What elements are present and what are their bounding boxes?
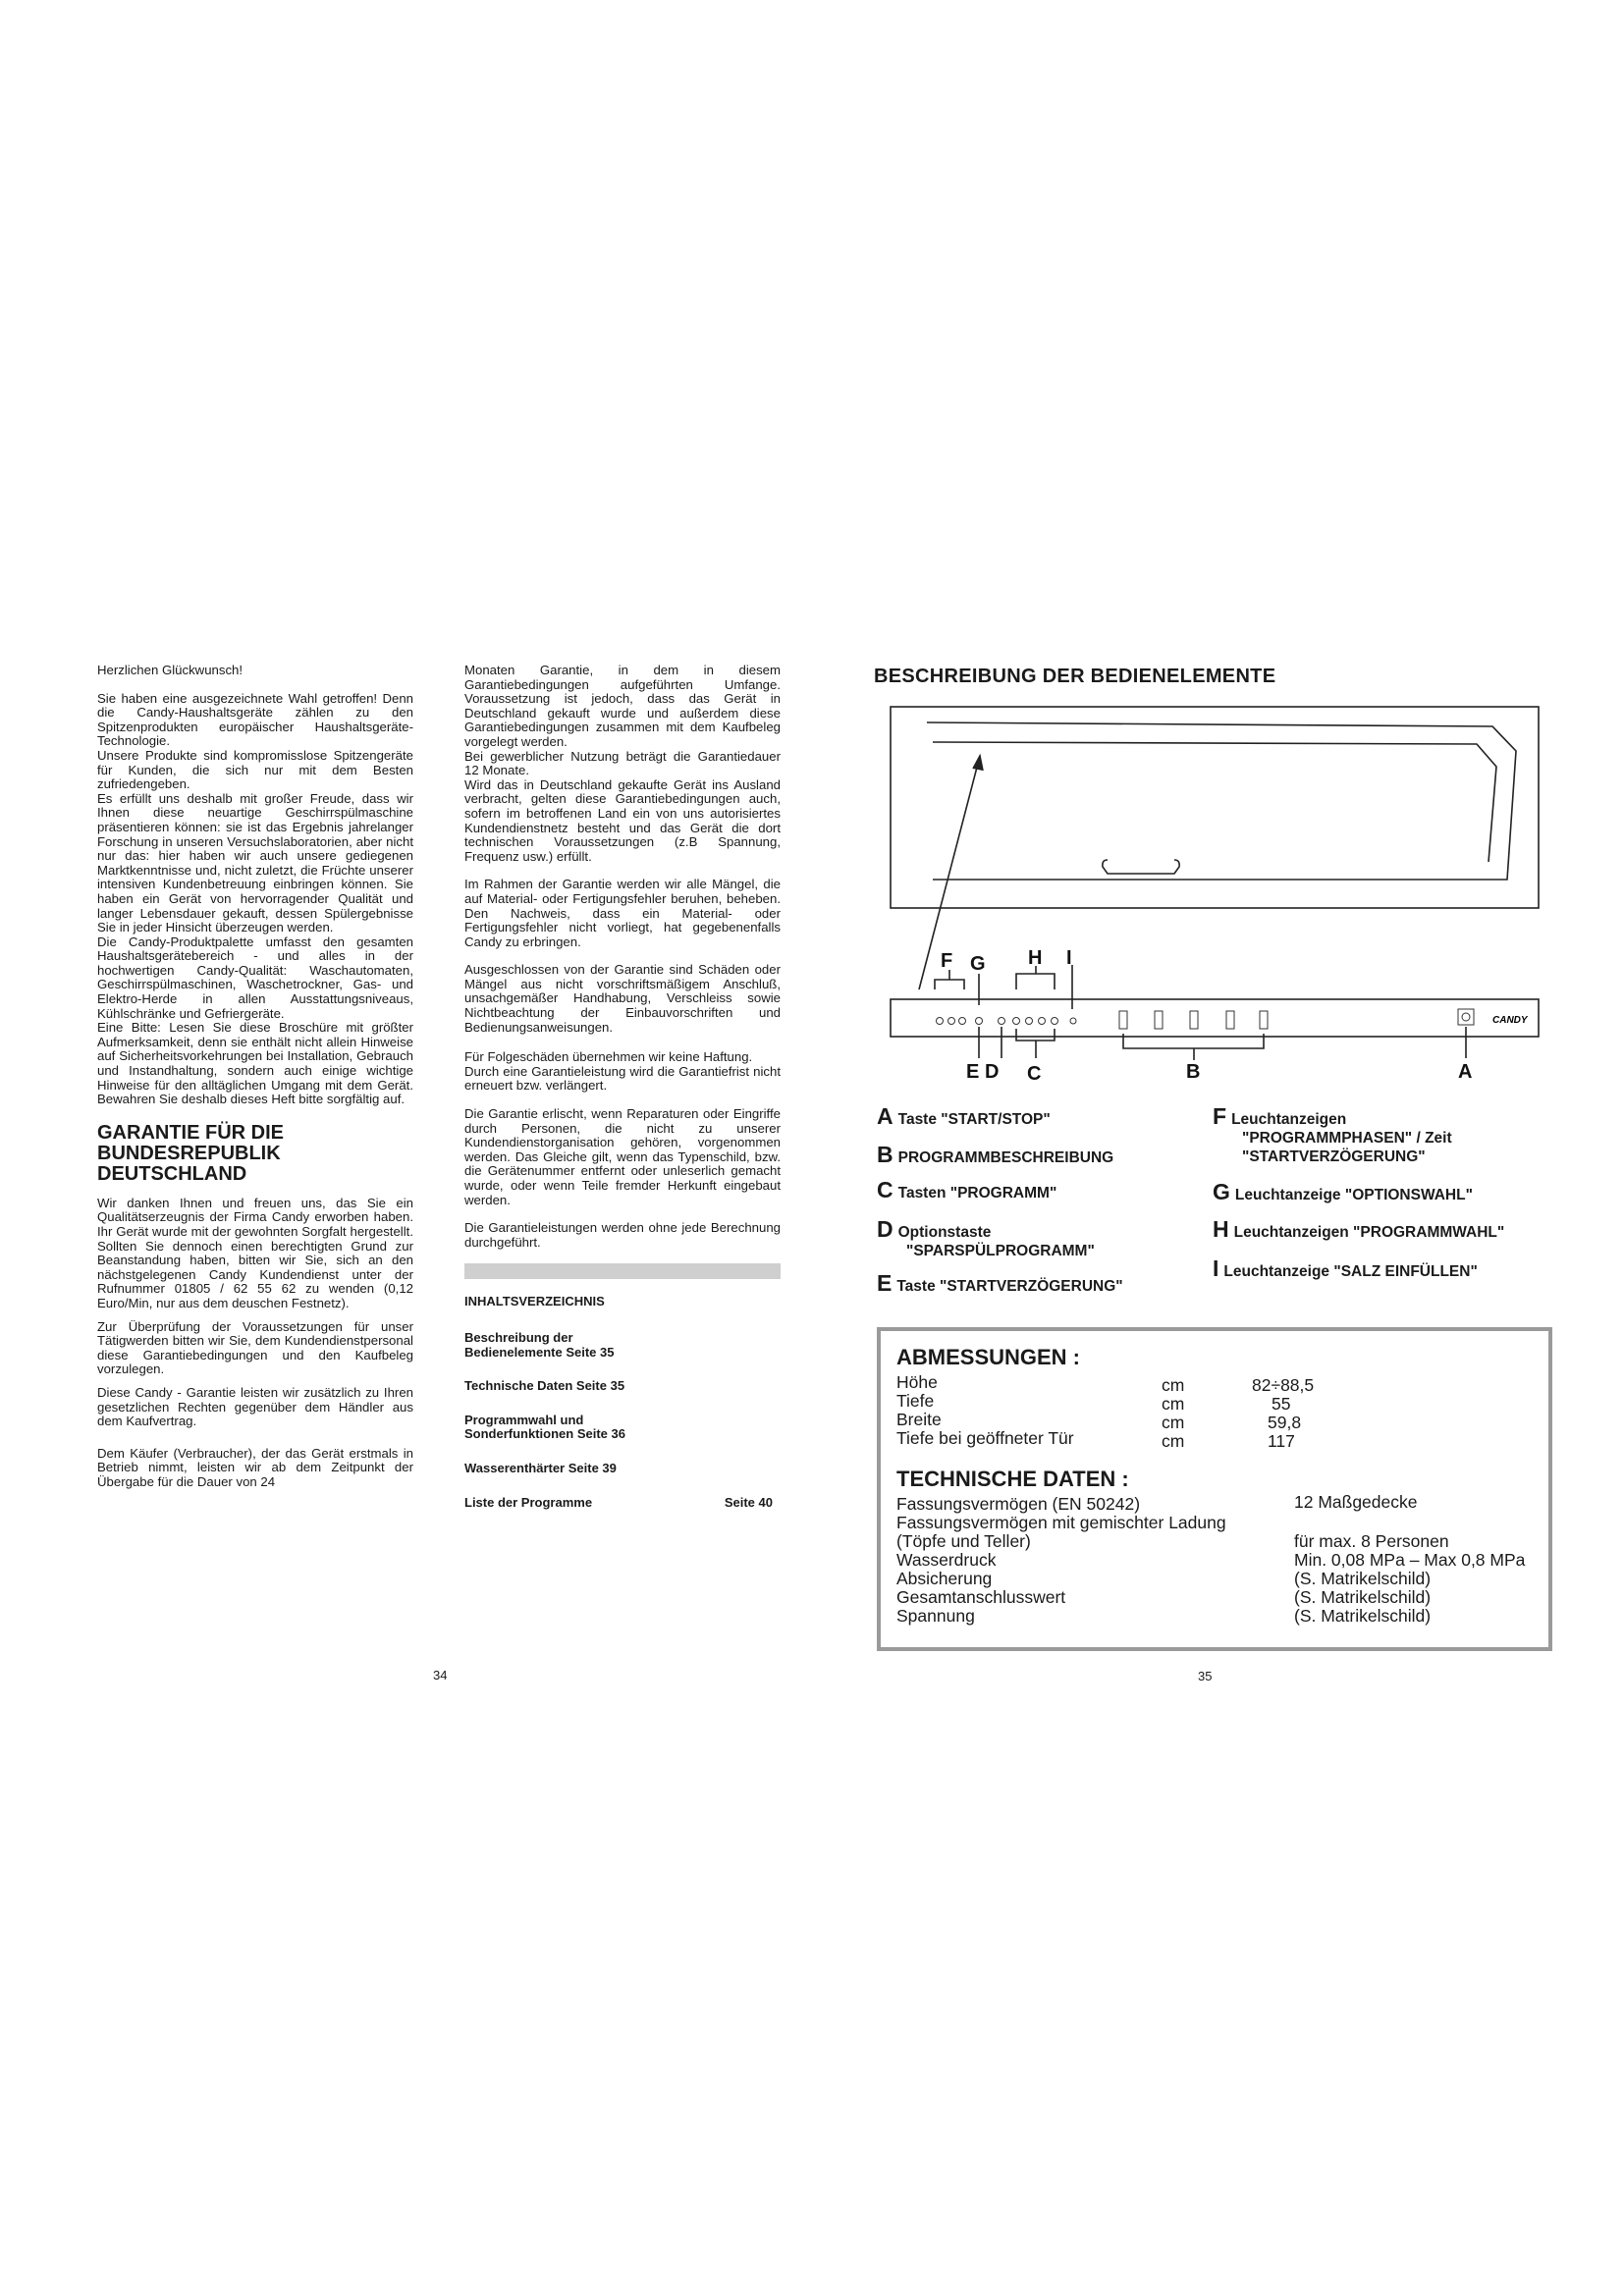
left-column-2 (464, 664, 781, 1529)
section-title: BESCHREIBUNG DER BEDIENELEMENTE (874, 666, 1276, 687)
label-e: E (966, 1061, 980, 1083)
paragraph: Bei gewerblicher Nutzung beträgt die Garantiedauer 12 Monate. (464, 748, 781, 778)
toc-item-label: Beschreibung der (464, 1329, 573, 1345)
legend-item-d: D Optionstaste "SPARSPÜLPROGRAMM" (877, 1216, 1095, 1259)
paragraph: Durch eine Garantieleistung wird die Garantiefrist nicht erneuert bzw. verlängert. (464, 1063, 781, 1094)
toc-item[interactable] (464, 1379, 781, 1394)
page-number: 35 (1198, 1669, 1213, 1683)
specifications-box (877, 1327, 1552, 1651)
toc-item-label: Technische Daten Seite 35 (464, 1378, 625, 1394)
legend-item-g: G Leuchtanzeige "OPTIONSWAHL" (1213, 1179, 1473, 1204)
paragraph: Zur Überprüfung der Voraussetzungen für unser Tätigwerden bitten wir Sie, dem Kundendienstpersonal diese Garantiebedingungen und den Kaufbeleg vorzulegen. (97, 1318, 413, 1377)
toc-item-label: Sonderfunktionen Seite 36 (464, 1426, 625, 1442)
legend-item-f: F Leuchtanzeigen "PROGRAMMPHASEN" / Zeit "STARTVERZÖGERUNG" (1213, 1103, 1452, 1165)
paragraph: Eine Bitte: Lesen Sie diese Broschüre mit größter Aufmerksamkeit, denn sie enthält nicht allein Hinweise auf Sicherheitsvorkehrungen bei Installation, Gebrauch und Instandhaltung, sondern auch einige wichtige Hinweise für den alltäglichen Umgang mit dem Gerät. Bewahren Sie deshalb dieses Heft bitte sorgfältig auf. (97, 1020, 413, 1107)
paragraph: Ausgeschlossen von der Garantie sind Schäden oder Mängel aus nicht vorschriftsmäßigem Anschluß, unsachgemäßer Handhabung, Verschleiss sowie Nichtbeachtung der Einbauvorschriften und Bedienungsanweisungen. (464, 962, 781, 1035)
dimension-value: 82÷88,5 (1252, 1375, 1315, 1395)
dimension-unit: cm (1162, 1375, 1185, 1395)
paragraph: Unsere Produkte sind kompromisslose Spitzengeräte für Kunden, die sich nur mit dem Besten zufriedengeben. (97, 747, 413, 792)
paragraph: Dem Käufer (Verbraucher), der das Gerät erstmals in Betrieb nimmt, leisten wir ab dem Zeitpunkt der Übergabe für die Dauer von 24 (97, 1445, 413, 1489)
paragraph: Wir danken Ihnen und freuen uns, das Sie ein Qualitätserzeugnis der Firma Candy erworben haben. Ihr Gerät wurde mit der gewohnten Sorgfalt hergestellt. Sollten Sie dennoch einen berechtigten Grund zur Beanstandung haben, bitten wir Sie, sich an den nächstgelegenen Candy Kundendienst unter der Rufnummer 01805 / 62 55 62 zu wenden (0,12 Euro/Min, nur aus dem deuschen Festnetz). (97, 1195, 413, 1310)
toc-item-page: Seite 40 (724, 1494, 773, 1510)
tech-value: 12 Maßgedecke (1294, 1492, 1418, 1512)
label-f: F (941, 950, 953, 972)
dimension-unit: cm (1162, 1431, 1185, 1451)
label-h: H (1028, 947, 1043, 969)
toc-item-label: Programmwahl und (464, 1412, 584, 1427)
control-panel-diagram (864, 695, 1571, 1099)
dimension-value: 59,8 (1268, 1413, 1302, 1432)
warranty-heading (97, 1123, 413, 1185)
dimension-label: Breite (896, 1410, 942, 1429)
dimension-value: 117 (1268, 1431, 1295, 1451)
left-column-1 (97, 664, 413, 1499)
toc-item-label: Wasserenthärter Seite 39 (464, 1460, 617, 1475)
paragraph: Wird das in Deutschland gekaufte Gerät ins Ausland verbracht, gelten diese Garantiebedingungen auch, sofern im betroffenen Land ein von uns autorisiertes Kundendienstnetz besteht und das Gerät die dort technischen Voraussetzungen (z.B Spannung, Frequenz usw.) erfüllt. (464, 776, 781, 864)
toc-item[interactable] (464, 1331, 781, 1360)
legend-item-b: B PROGRAMMBESCHREIBUNG (877, 1142, 1114, 1167)
dimension-unit: cm (1162, 1413, 1185, 1432)
toc-item[interactable] (464, 1414, 781, 1442)
paragraph: Es erfüllt uns deshalb mit großer Freude, dass wir Ihnen diese neuartige Geschirrspülmaschine präsentieren können: sie ist das Ergebnis jahrelanger Forschung in unseren Versuchslaboratorien, aber nicht nur das: hier haben wir auch unsere gediegenen Marktkenntnisse und, nicht zuletzt, die Früchte unserer intensiven Kundenbetreuung einbringen können. Sie haben ein Gerät von hervorragender Qualität und langer Lebensdauer gekauft, dessen Spülergebnisse Sie in jeder Hinsicht überzeugen werden. (97, 790, 413, 935)
dimension-unit: cm (1162, 1394, 1185, 1414)
label-g: G (970, 953, 986, 975)
label-b: B (1186, 1061, 1201, 1083)
greeting: Herzlichen Glückwunsch! (97, 663, 244, 677)
tech-value: (S. Matrikelschild) (1294, 1569, 1432, 1588)
dimension-label: Tiefe (896, 1391, 935, 1411)
tech-label: Fassungsvermögen mit gemischter Ladung (896, 1513, 1226, 1532)
tech-label: Absicherung (896, 1569, 993, 1588)
label-d: D (985, 1061, 1000, 1083)
indicator-leds (937, 1009, 1475, 1029)
toc-item[interactable] (464, 1496, 781, 1511)
brand-logo: CANDY (1492, 1015, 1528, 1026)
tech-label: Gesamtanschlusswert (896, 1587, 1066, 1607)
dimensions-title: ABMESSUNGEN : (896, 1345, 1081, 1369)
dimension-label: Tiefe bei geöffneter Tür (896, 1428, 1074, 1448)
paragraph: Im Rahmen der Garantie werden wir alle Mängel, die auf Material- oder Fertigungsfehler beruhen, beheben. Den Nachweis, dass ein Material- oder Fertigungsfehler nicht vorliegt, hat gegebenenfalls Candy zu erbringen. (464, 877, 781, 949)
legend-item-c: C Tasten "PROGRAMM" (877, 1177, 1057, 1202)
page-number: 34 (433, 1668, 448, 1682)
dimension-value: 55 (1272, 1394, 1291, 1414)
toc-item-label: Bedienelemente Seite 35 (464, 1344, 615, 1360)
paragraph: Die Garantieleistungen werden ohne jede Berechnung durchgeführt. (464, 1220, 781, 1250)
dimension-label: Höhe (896, 1372, 938, 1392)
label-c: C (1027, 1063, 1042, 1085)
tech-label: Fassungsvermögen (EN 50242) (896, 1494, 1141, 1514)
toc-item-label: Liste der Programme (464, 1494, 593, 1510)
intro-paragraph: Sie haben eine ausgezeichnete Wahl getroffen! Denn die Candy-Haushaltsgeräte zählen zu den Spitzenprodukten europäischer Haushaltsgeräte-Technologie. (97, 690, 413, 749)
tech-value: (S. Matrikelschild) (1294, 1606, 1432, 1626)
label-i: I (1066, 947, 1072, 969)
control-panel-bar (891, 999, 1539, 1037)
tech-label: (Töpfe und Teller) (896, 1531, 1031, 1551)
legend-item-h: H Leuchtanzeigen "PROGRAMMWAHL" (1213, 1216, 1505, 1242)
tech-value: (S. Matrikelschild) (1294, 1587, 1432, 1607)
tech-label: Spannung (896, 1606, 975, 1626)
divider-bar (464, 1263, 781, 1279)
legend-item-i: I Leuchtanzeige "SALZ EINFÜLLEN" (1213, 1255, 1478, 1281)
legend-item-e: E Taste "STARTVERZÖGERUNG" (877, 1270, 1123, 1296)
toc-item[interactable] (464, 1462, 781, 1476)
legend-item-a: A Taste "START/STOP" (877, 1103, 1051, 1129)
paragraph: Diese Candy - Garantie leisten wir zusätzlich zu Ihren gesetzlichen Rechten gegenüber dem Händler aus dem Kaufvertrag. (97, 1384, 413, 1429)
tech-value: für max. 8 Personen (1294, 1531, 1449, 1551)
label-a: A (1458, 1061, 1473, 1083)
callout-lines (935, 965, 1466, 1060)
heading-line: GARANTIE FÜR DIE (97, 1121, 284, 1144)
heading-line: DEUTSCHLAND (97, 1162, 247, 1185)
door-outline (891, 707, 1539, 989)
paragraph: Die Candy-Produktpalette umfasst den gesamten Haushaltsgerätebereich - und alles in der hochwertigen Candy-Qualität: Waschautomaten, Geschirrspülmaschinen, Waschetrockner, Gas- und Elektro-Herde in allen Ausstattungsniveaus, Kühlschränke und Gefriergeräte. (97, 934, 413, 1021)
technical-title: TECHNISCHE DATEN : (896, 1467, 1129, 1491)
tech-label: Wasserdruck (896, 1550, 997, 1570)
toc-title: INHALTSVERZEICHNIS (464, 1294, 605, 1309)
paragraph: Monaten Garantie, in dem in diesem Garantiebedingungen aufgeführten Umfange. Voraussetzung ist jedoch, dass das Gerät in Deutschland gekauft wurde und außerdem diese Garantiebedingungen zusammen mit dem Kaufbeleg vorgelegt werden. (464, 663, 781, 749)
tech-value: Min. 0,08 MPa – Max 0,8 MPa (1294, 1550, 1526, 1570)
heading-line: BUNDESREPUBLIK (97, 1142, 281, 1164)
paragraph: Für Folgeschäden übernehmen wir keine Haftung. (464, 1049, 753, 1065)
paragraph: Die Garantie erlischt, wenn Reparaturen oder Eingriffe durch Personen, die nicht zu unserer Kundendienstorganisation gehören, vorgenommen werden. Das Gleiche gilt, wenn das Typenschild, bzw. die Gerätenummer entfernt oder unleserlich gemacht wurde, oder wenn Teile fremder Herkunft eingebaut werden. (464, 1106, 781, 1207)
